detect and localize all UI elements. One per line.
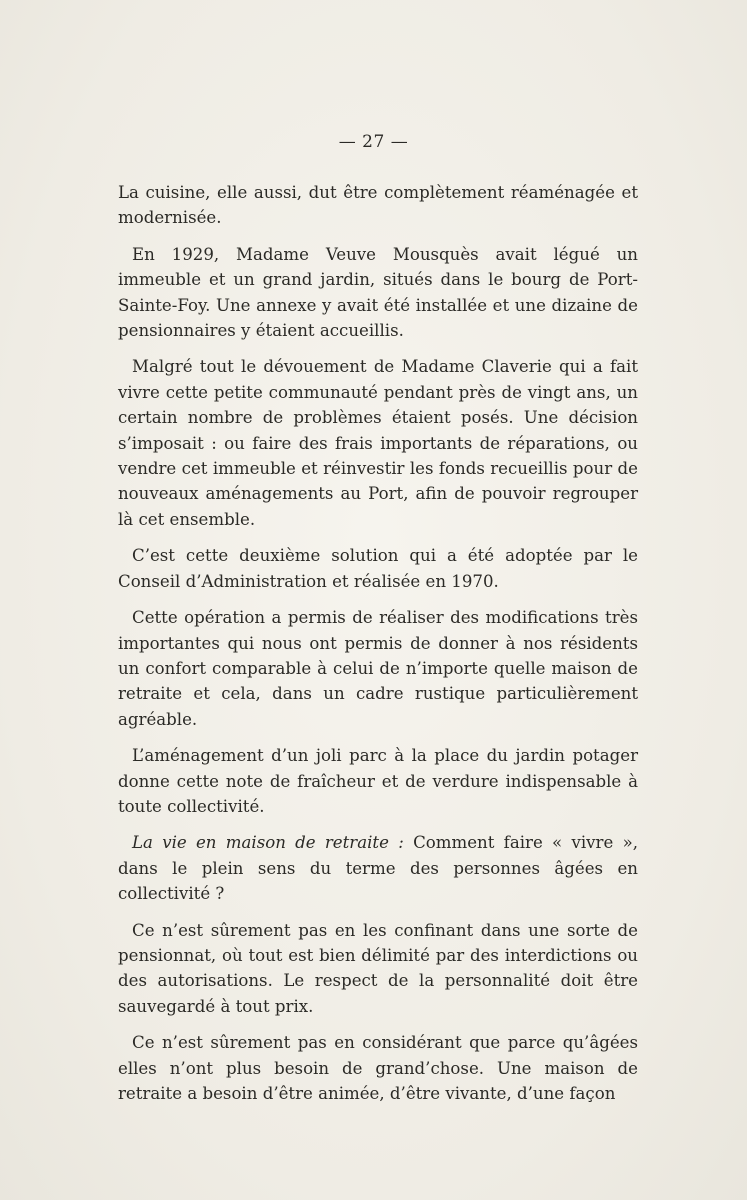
paragraph-text: Cette opération a permis de réaliser des modifications très importantes qui nous ont permis de donner à nos résidents un confort comparable à celui de n’importe quelle maison de retraite et cela, dans un cadre rustique particulièrement agréable. [118,608,638,729]
paragraph-text: Ce n’est sûrement pas en considérant que parce qu’âgées elles n’ont plus besoin de grand’chose. Une maison de retraite a besoin d’être animée, d’être vivante, d’une façon [118,1033,638,1103]
section-heading-italic: La vie en maison de retraite : [132,833,404,853]
paragraph-text: Malgré tout le dévouement de Madame Claverie qui a fait vivre cette petite communauté pendant près de vingt ans, un certain nombre de problèmes étaient posés. Une décision s’imposait : ou faire des frais importants de réparations, ou vendre cet immeuble et réinvestir les fonds recueillis pour de nouveaux aménagements au Port, afin de pouvoir regrouper là cet ensemble. [118,357,638,529]
paragraph [118,1030,638,1106]
body-text [118,180,638,1117]
paragraph-text: La cuisine, elle aussi, dut être complètement réaménagée et modernisée. [118,183,638,228]
paragraph-text: C’est cette deuxième solution qui a été adoptée par le Conseil d’Administration et réalisée en 1970. [118,546,638,591]
paragraph [118,743,638,819]
paragraph [118,830,638,906]
paragraph [118,354,638,532]
paragraph-text: L’aménagement d’un joli parc à la place du jardin potager donne cette note de fraîcheur et de verdure indispensable à toute collectivité. [118,746,638,816]
paragraph-text: Ce n’est sûrement pas en les confinant dans une sorte de pensionnat, où tout est bien délimité par des interdictions ou des autorisations. Le respect de la personnalité doit être sauvegardé à tout prix. [118,920,638,1016]
paragraph [118,543,638,594]
paragraph [118,180,638,231]
paragraph [118,918,638,1020]
page-number: — 27 — [338,132,409,152]
paragraph [118,605,638,732]
paragraph-text: En 1929, Madame Veuve Mousquès avait légué un immeuble et un grand jardin, situés dans le bourg de Port-Sainte-Foy. Une annexe y avait été installée et une dizaine de pensionnaires y étaient accueillis. [118,244,638,341]
paragraph [118,242,638,344]
paragraph-text: Comment faire « vivre », dans le plein sens du terme des personnes âgées en collectivité ? [118,833,638,904]
